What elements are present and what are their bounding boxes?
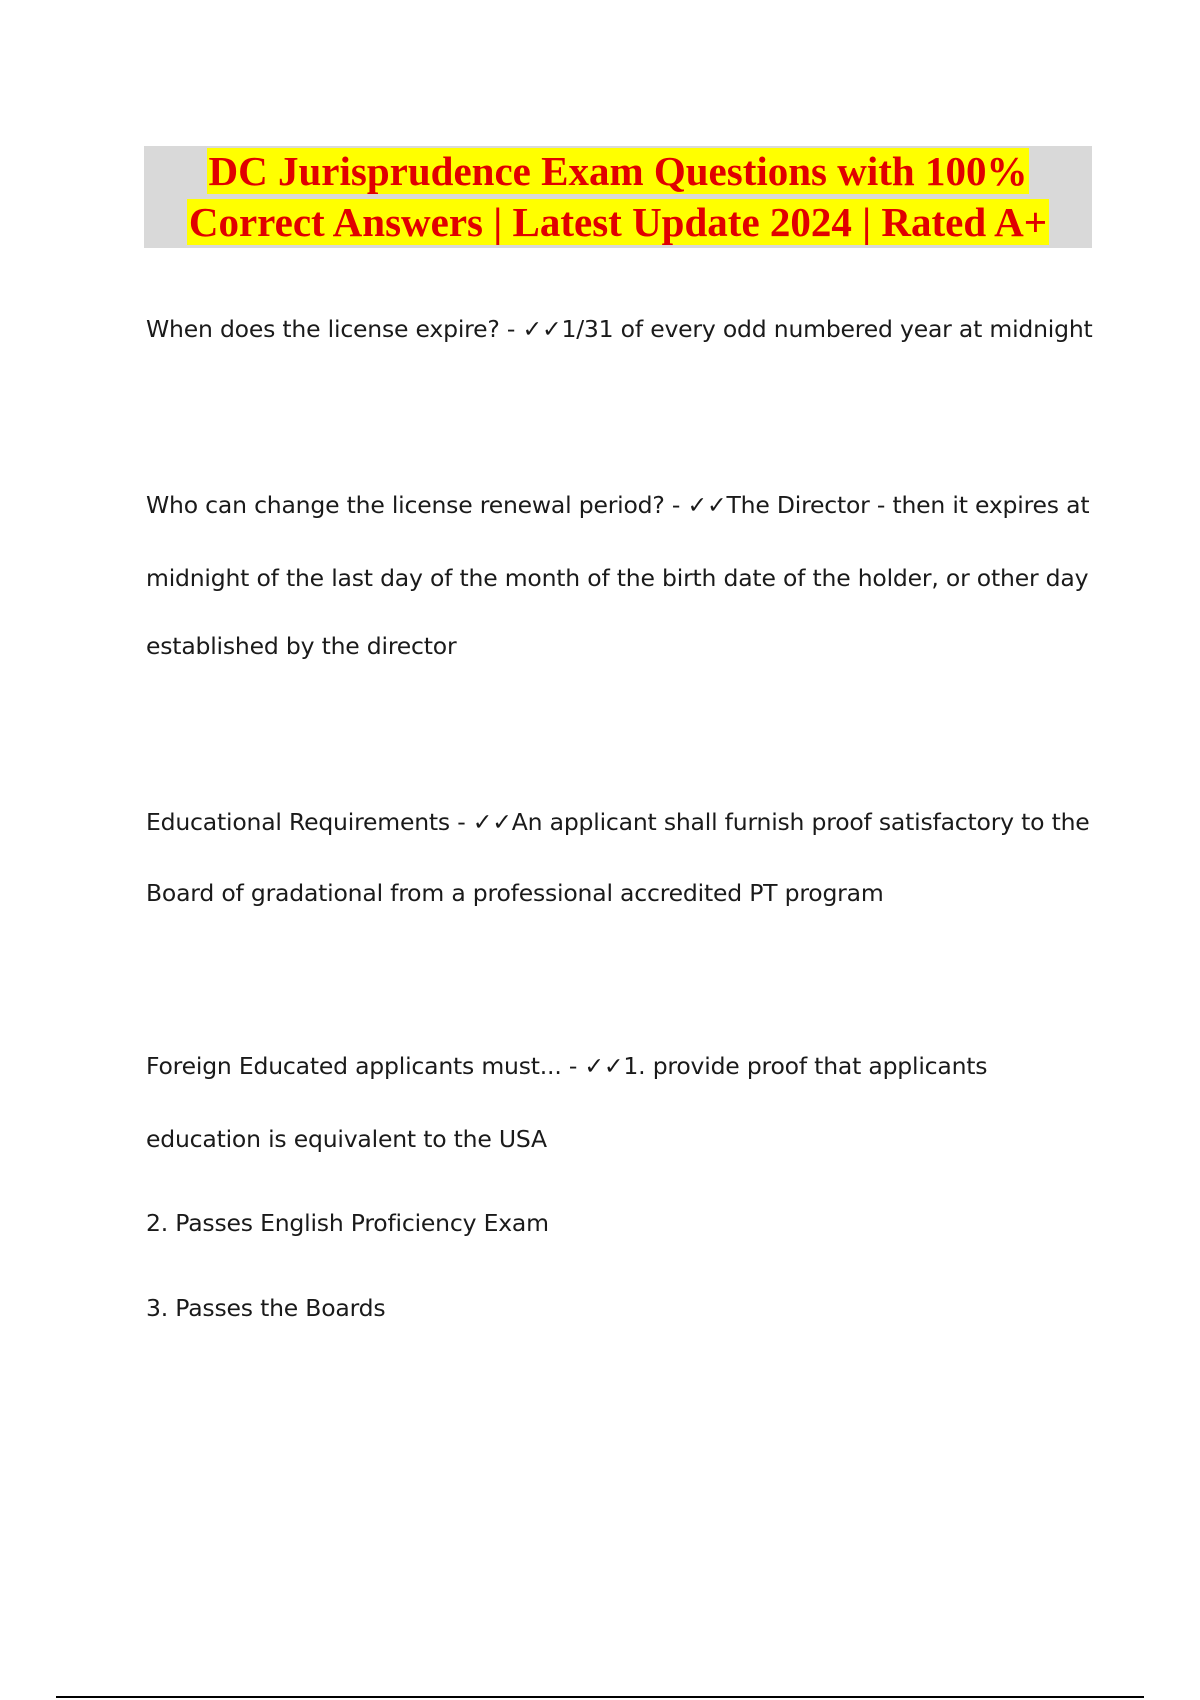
answer-text: 1. provide proof that applicants xyxy=(623,1052,988,1080)
question-text: Foreign Educated applicants must... - xyxy=(146,1052,585,1080)
answer-text: The Director - then it expires at xyxy=(726,491,1090,519)
double-check-icon: ✓✓ xyxy=(472,808,512,836)
double-check-icon: ✓✓ xyxy=(687,491,727,519)
footer-rule xyxy=(56,1696,1144,1698)
question-text: Who can change the license renewal period? - xyxy=(146,491,688,519)
double-check-icon: ✓✓ xyxy=(584,1052,624,1080)
qa-item-3-line-1 xyxy=(146,808,1096,836)
qa-item-4-line-1 xyxy=(146,1052,1096,1080)
double-check-icon: ✓✓ xyxy=(522,315,562,343)
qa-item-2-line-1 xyxy=(146,491,1096,519)
qa-item-2-line-2: midnight of the last day of the month of the birth date of the holder, or other day xyxy=(146,564,1089,592)
title-line-1: DC Jurisprudence Exam Questions with 100% xyxy=(208,148,1028,194)
title-line-2: Correct Answers | Latest Update 2024 | Rated A+ xyxy=(188,199,1048,245)
qa-item-3-line-2: Board of gradational from a professional accredited PT program xyxy=(146,879,884,907)
answer-text: An applicant shall furnish proof satisfactory to the xyxy=(511,808,1090,836)
question-text: When does the license expire? - xyxy=(146,315,523,343)
document-title xyxy=(144,146,1092,248)
answer-text: 1/31 of every odd numbered year at midnight xyxy=(561,315,1093,343)
qa-item-1-line-1 xyxy=(146,315,1096,343)
qa-item-2-line-3: established by the director xyxy=(146,632,457,660)
qa-item-4-line-2: education is equivalent to the USA xyxy=(146,1125,547,1153)
qa-item-4-line-3: 2. Passes English Proficiency Exam xyxy=(146,1209,549,1237)
qa-item-4-line-4: 3. Passes the Boards xyxy=(146,1294,386,1322)
question-text: Educational Requirements - xyxy=(146,808,473,836)
